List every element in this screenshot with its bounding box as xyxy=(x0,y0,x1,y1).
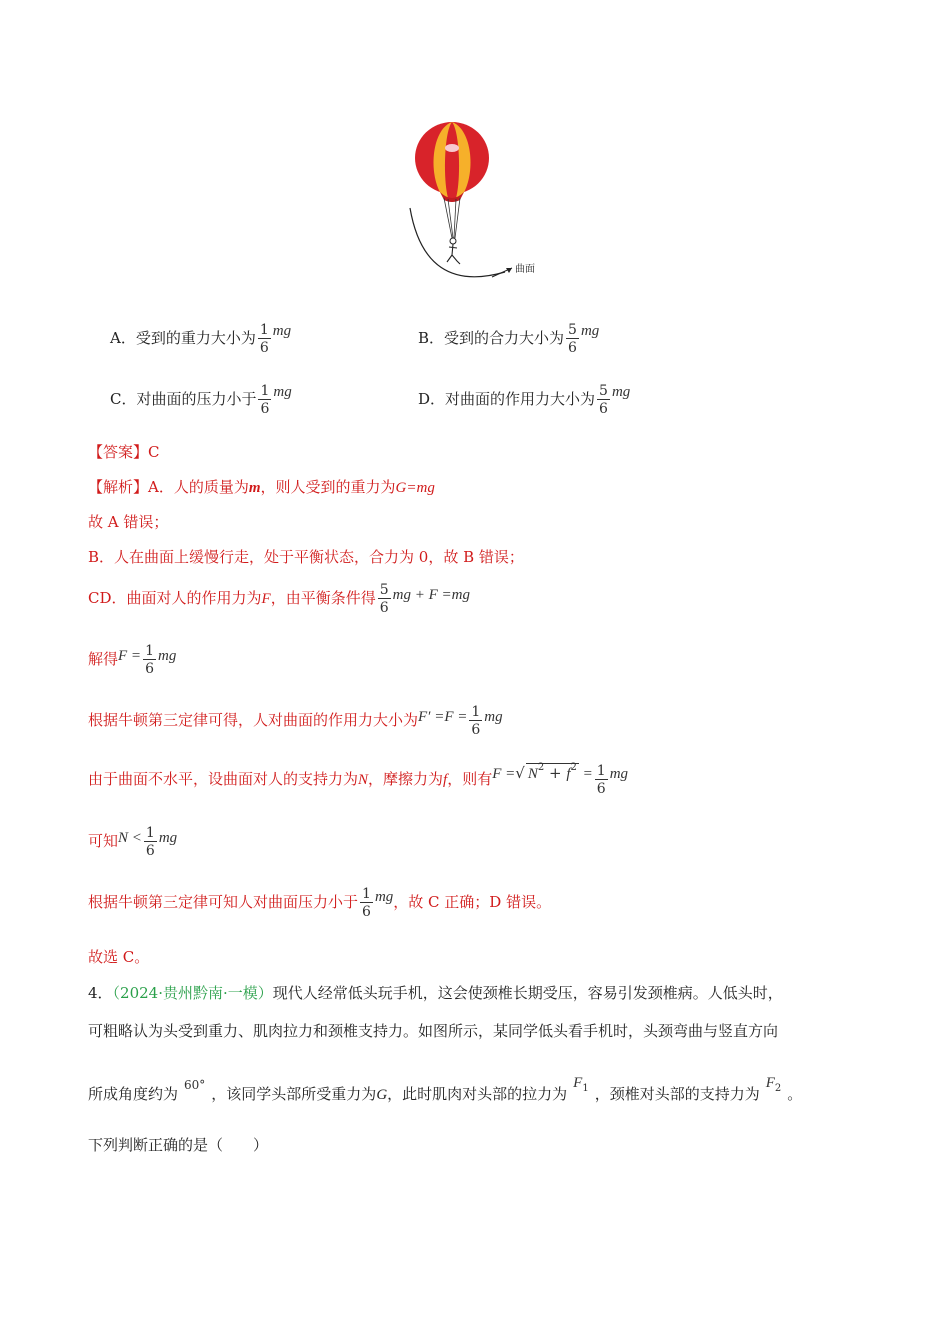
option-c: C．对曲面的压力小于 $\frac{1}{6}$ mg xyxy=(110,383,292,417)
question-4-line-1: 4．（2024·贵州黔南·一模）现代人经常低头玩手机，这会使颈椎长期受压，容易引发颈椎病。人低头时， xyxy=(88,984,783,1002)
analysis-line-4: CD．曲面对人的作用力为F，由平衡条件得 $\frac{5}{6}$ mg + F =mg xyxy=(88,582,470,616)
question-4-line-3: 所成角度约为 $^{60^\circ}$ ，该同学头部所受重力为G，此时肌肉对头部的拉力为$F_1$ ，颈椎对头部的支持力为$F_2$ 。 xyxy=(88,1075,803,1103)
person-head xyxy=(450,238,456,244)
analysis-line-10: 故选 C。 xyxy=(88,948,150,966)
analysis-line-2: 故 A 错误； xyxy=(88,513,169,531)
analysis-line-7: 由于曲面不水平，设曲面对人的支持力为N，摩擦力为f，则有F =√ $N^2 + f^2$ = $\frac{1}{6}$ mg xyxy=(88,762,629,797)
analysis-line-3: B．人在曲面上缓慢行走，处于平衡状态，合力为 0，故 B 错误； xyxy=(88,548,524,566)
question-4-line-4: 下列判断正确的是（ ） xyxy=(88,1136,269,1154)
answer-line: 【答案】C xyxy=(88,443,160,461)
option-d: D．对曲面的作用力大小为 $\frac{5}{6}$ mg xyxy=(418,383,631,417)
analysis-line-5: 解得F = $\frac{1}{6}$ mg xyxy=(88,643,177,677)
analysis-line-6: 根据牛顿第三定律可得，人对曲面的作用力大小为F′ =F = $\frac{1}{6}$ mg xyxy=(88,704,503,738)
analysis-line-9: 根据牛顿第三定律可知人对曲面压力小于 $\frac{1}{6}$ mg，故 C 正确；D 错误。 xyxy=(88,886,552,920)
option-b: B．受到的合力大小为 $\frac{5}{6}$ mg xyxy=(418,322,600,356)
option-a: A．受到的重力大小为 $\frac{1}{6}$ mg xyxy=(110,322,292,356)
analysis-line-1: 【解析】A．人的质量为m，则人受到的重力为G=mg xyxy=(88,478,435,496)
surface-label: 曲面 xyxy=(515,264,535,275)
question-4-line-2: 可粗略认为头受到重力、肌肉拉力和颈椎支持力。如图所示，某同学低头看手机时，头颈弯曲与竖直方向 xyxy=(88,1022,779,1040)
balloon-figure xyxy=(400,120,560,290)
analysis-line-8: 可知N < $\frac{1}{6}$ mg xyxy=(88,825,178,859)
person-body xyxy=(447,244,460,264)
